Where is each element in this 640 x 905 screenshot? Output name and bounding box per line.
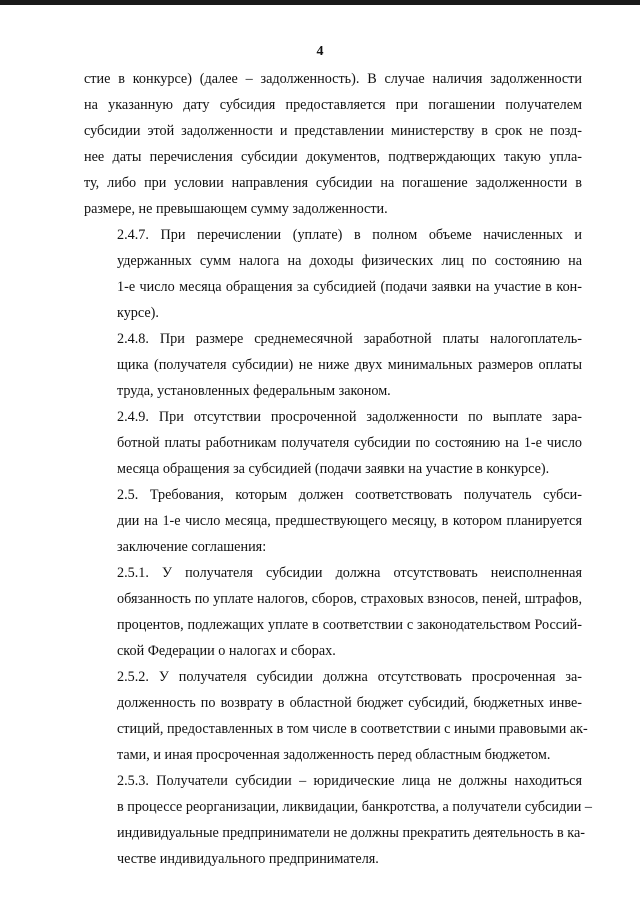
text-line: 2.5. Требования, которым должен соответствовать получатель субси- xyxy=(117,487,582,503)
text-line: удержанных сумм налога на доходы физических лиц по состоянию на xyxy=(117,253,582,269)
paragraph xyxy=(84,482,582,560)
text-line: 2.4.9. При отсутствии просроченной задолженности по выплате зара- xyxy=(117,409,582,425)
text-line: субсидии этой задолженности и представлении министерству в срок не позд- xyxy=(84,123,582,139)
text-line: 2.5.2. У получателя субсидии должна отсутствовать просроченная за- xyxy=(117,669,582,685)
text-line: честве индивидуального предпринимателя. xyxy=(117,851,379,867)
text-line: тами, и иная просроченная задолженность перед областным бюджетом. xyxy=(117,747,551,763)
text-line: в процессе реорганизации, ликвидации, банкротства, а получатели субсидии – xyxy=(117,799,593,815)
text-line: долженность по возврату в областной бюджет субсидий, бюджетных инве- xyxy=(117,695,582,711)
paragraph xyxy=(84,560,582,664)
text-line: 1-е число месяца обращения за субсидией (подачи заявки на участие в кон- xyxy=(117,279,582,295)
text-line: дии на 1-е число месяца, предшествующего месяцу, в котором планируется xyxy=(117,513,582,529)
text-line: обязанность по уплате налогов, сборов, страховых взносов, пеней, штрафов, xyxy=(117,591,582,607)
paragraph xyxy=(84,404,582,482)
text-line: 2.5.3. Получатели субсидии – юридические лица не должны находиться xyxy=(117,773,582,789)
text-line: труда, установленных федеральным законом. xyxy=(117,383,391,399)
top-border-rule xyxy=(0,0,640,5)
text-line: нее даты перечисления субсидии документов, подтверждающих такую упла- xyxy=(84,149,582,165)
page-number: 4 xyxy=(316,44,324,59)
paragraph xyxy=(84,664,588,768)
text-line: размере, не превышающем сумму задолженности. xyxy=(84,201,388,217)
text-line: щика (получателя субсидии) не ниже двух минимальных размеров оплаты xyxy=(117,357,582,373)
text-line: заключение соглашения: xyxy=(117,539,267,555)
text-line: 2.4.7. При перечислении (уплате) в полном объеме начисленных и xyxy=(117,227,582,243)
text-line: на указанную дату субсидия предоставляется при погашении получателем xyxy=(84,97,582,113)
text-line: ту, либо при условии направления субсидии на погашение задолженности в xyxy=(84,175,582,191)
paragraph xyxy=(84,326,582,404)
text-line: стие в конкурсе) (далее – задолженность). В случае наличия задолженности xyxy=(84,71,582,87)
document-body xyxy=(84,66,593,872)
text-line: 2.4.8. При размере среднемесячной заработной платы налогоплатель- xyxy=(117,331,582,347)
text-line: индивидуальные предприниматели не должны прекратить деятельность в ка- xyxy=(117,825,585,841)
paragraph xyxy=(84,222,582,326)
text-line: курсе). xyxy=(117,305,159,321)
text-line: ботной платы работникам получателя субсидии по состоянию на 1-е число xyxy=(117,435,582,451)
text-line: стиций, предоставленных в том числе в соответствии с иными правовыми ак- xyxy=(117,721,588,737)
paragraph xyxy=(84,66,582,222)
text-line: ской Федерации о налогах и сборах. xyxy=(117,643,336,659)
text-line: процентов, подлежащих уплате в соответствии с законодательством Россий- xyxy=(117,617,582,633)
paragraph xyxy=(84,768,593,872)
text-line: месяца обращения за субсидией (подачи заявки на участие в конкурсе). xyxy=(117,461,550,477)
text-line: 2.5.1. У получателя субсидии должна отсутствовать неисполненная xyxy=(117,565,582,581)
